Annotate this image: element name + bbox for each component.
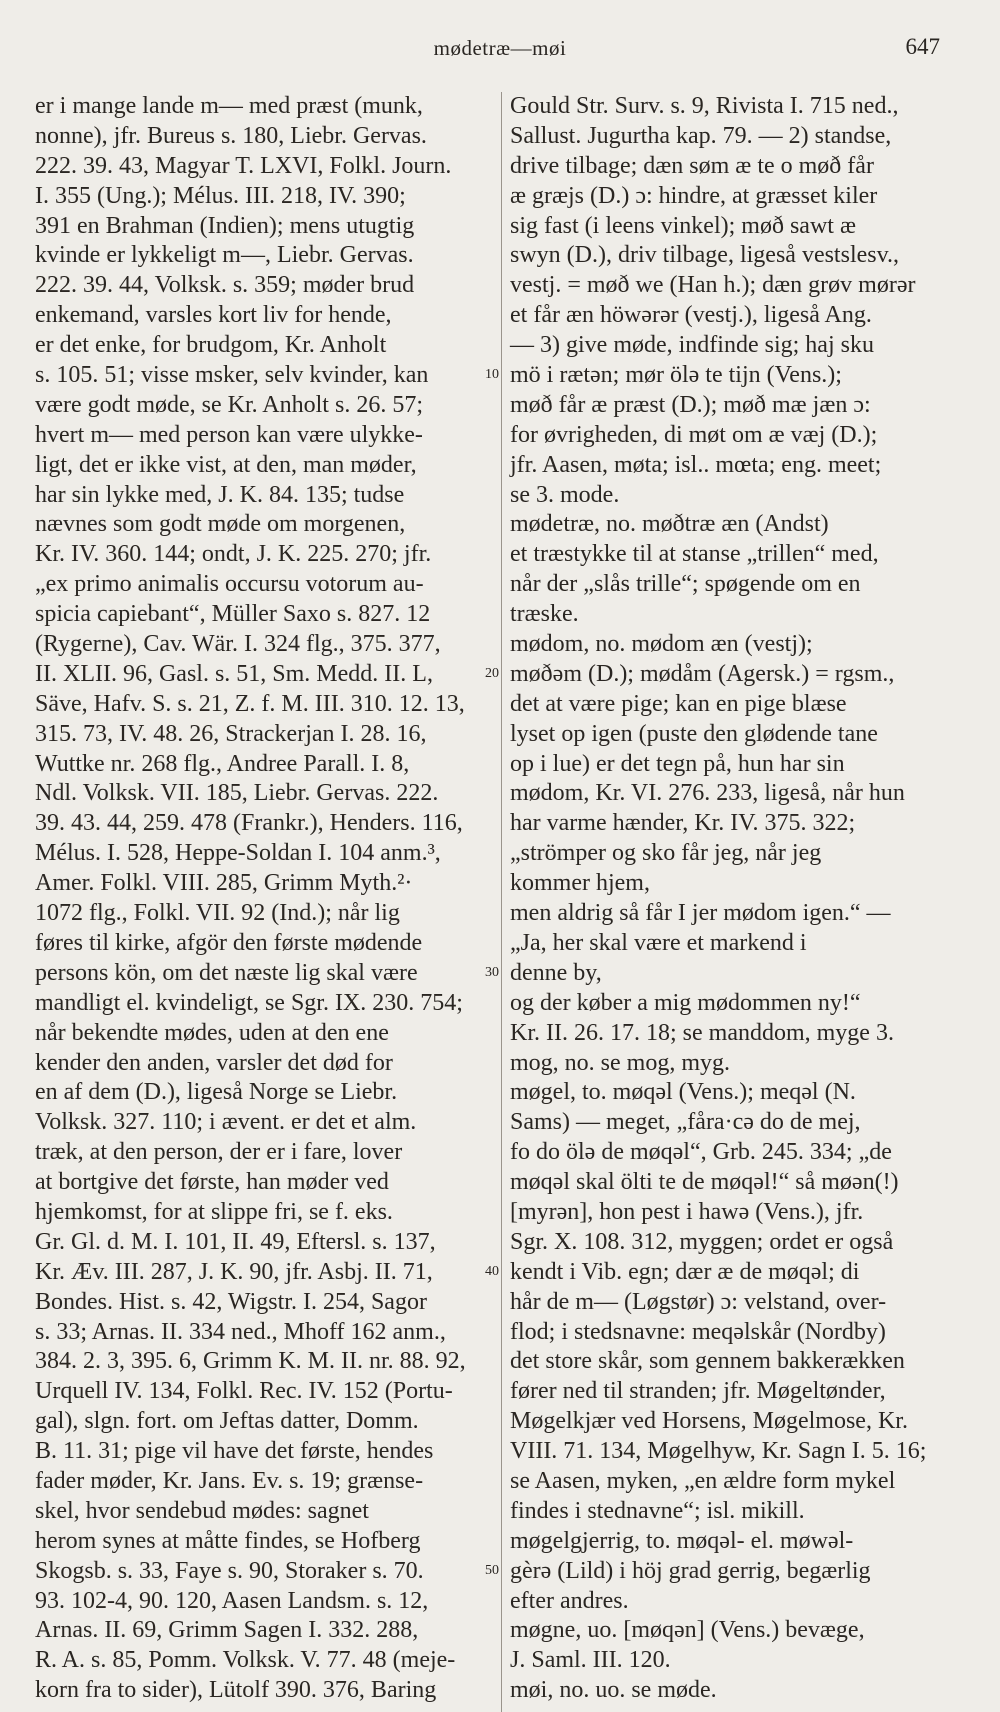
text-line: et får æn höwərər (vestj.), ligeså Ang. — [510, 302, 872, 329]
text-line: 315. 73, IV. 48. 26, Strackerjan I. 28. 16, — [35, 720, 427, 747]
text-line: Sallust. Jugurtha kap. 79. — 2) standse, — [510, 122, 892, 149]
text-line: 39. 43. 44, 259. 478 (Frankr.), Henders. 116, — [35, 810, 463, 837]
text-line: Kr. II. 26. 17. 18; se manddom, myge 3. — [510, 1019, 894, 1046]
text-line: hår de m— (Løgstør) ɔ: velstand, over- — [510, 1288, 887, 1315]
text-line: ligt, det er ikke vist, at den, man møder, — [35, 451, 417, 478]
text-line: møgel, to. møqəl (Vens.); meqəl (N. — [510, 1079, 856, 1106]
text-line: Bondes. Hist. s. 42, Wigstr. I. 254, Sagor — [35, 1288, 427, 1315]
text-line: vestj. = møð we (Han h.); dæn grøv mørər — [510, 272, 916, 299]
text-line: et træstykke til at stanse „trillen“ med, — [510, 541, 879, 568]
text-line: 222. 39. 44, Volksk. s. 359; møder brud — [35, 272, 415, 299]
text-line: 222. 39. 43, Magyar T. LXVI, Folkl. Journ. — [35, 152, 452, 179]
line-number: 40 — [485, 1264, 499, 1280]
text-line: I. 355 (Ung.); Mélus. III. 218, IV. 390; — [35, 182, 406, 209]
text-line: 384. 2. 3, 395. 6, Grimm K. M. II. nr. 88. 92, — [35, 1348, 466, 1375]
text-line: jfr. Aasen, møta; isl.. mœta; eng. meet; — [510, 451, 882, 478]
text-line: møðəm (D.); mødåm (Agersk.) = rgsm., — [510, 660, 895, 687]
text-line: fader møder, Kr. Jans. Ev. s. 19; grænse- — [35, 1467, 424, 1494]
text-line: æ græjs (D.) ɔ: hindre, at græsset kiler — [510, 182, 878, 209]
text-line: mødetræ, no. møðtræ æn (Andst) — [510, 511, 829, 538]
text-line: føres til kirke, afgör den første mødende — [35, 929, 423, 956]
text-line: se 3. mode. — [510, 481, 620, 508]
text-line: mog, no. se mog, myg. — [510, 1049, 730, 1076]
line-number: 30 — [485, 965, 499, 981]
text-line: op i lue) er det tegn på, hun har sin — [510, 750, 845, 777]
text-line: drive tilbage; dæn søm æ te o møð får — [510, 152, 874, 179]
text-line: hvert m— med person kan være ulykke- — [35, 421, 423, 448]
page-header-title: mødetræ—møi — [433, 36, 567, 60]
text-line: træk, at den person, der er i fare, lover — [35, 1139, 403, 1166]
text-line: Sgr. X. 108. 312, myggen; ordet er også — [510, 1228, 894, 1255]
text-line: at bortgive det første, han møder ved — [35, 1169, 389, 1196]
text-line: har sin lykke med, J. K. 84. 135; tudse — [35, 481, 405, 508]
text-line: denne by, — [510, 959, 602, 986]
text-line: efter andres. — [510, 1587, 629, 1614]
text-line: Skogsb. s. 33, Faye s. 90, Storaker s. 70. — [35, 1557, 424, 1584]
text-line: se Aasen, myken, „en ældre form mykel — [510, 1467, 896, 1494]
text-line: enkemand, varsles kort liv for hende, — [35, 302, 392, 329]
text-line: fører ned til stranden; jfr. Møgeltønder, — [510, 1378, 886, 1405]
text-line: sig fast (i leens vinkel); møð sawt æ — [510, 212, 856, 239]
text-line: „ex primo animalis occursu votorum au- — [35, 571, 424, 598]
text-line: s. 105. 51; visse msker, selv kvinder, kan — [35, 362, 429, 389]
text-line: møð får æ præst (D.); møð mæ jæn ɔ: — [510, 391, 871, 418]
text-line: 93. 102-4, 90. 120, Aasen Landsm. s. 12, — [35, 1587, 429, 1614]
text-line: være godt møde, se Kr. Anholt s. 26. 57; — [35, 391, 423, 418]
text-line: møqəl skal ölti te de møqəl!“ så møən(!) — [510, 1169, 899, 1196]
text-line: kendt i Vib. egn; dær æ de møqəl; di — [510, 1258, 860, 1285]
text-line: kommer hjem, — [510, 870, 650, 897]
line-number: 20 — [485, 666, 499, 682]
text-line: når bekendte mødes, uden at den ene — [35, 1019, 389, 1046]
left-column — [35, 92, 485, 1706]
text-line: Kr. Æv. III. 287, J. K. 90, jfr. Asbj. II. 71, — [35, 1258, 433, 1285]
text-line: når der „slås trille“; spøgende om en — [510, 571, 861, 598]
text-line: Urquell IV. 134, Folkl. Rec. IV. 152 (Portu- — [35, 1378, 453, 1405]
text-line: flod; i stedsnavne: meqəlskår (Nordby) — [510, 1318, 886, 1345]
text-line: gal), slgn. fort. om Jeftas datter, Domm. — [35, 1408, 419, 1435]
text-line: men aldrig så får I jer mødom igen.“ — — [510, 900, 891, 927]
column-divider — [501, 92, 502, 1712]
text-line: 1072 flg., Folkl. VII. 92 (Ind.); når lig — [35, 900, 400, 927]
text-line: gèrə (Lild) i höj grad gerrig, begærlig — [510, 1557, 871, 1584]
text-line: Gr. Gl. d. M. I. 101, II. 49, Eftersl. s. 137, — [35, 1228, 436, 1255]
text-line: møgne, uo. [møqən] (Vens.) bevæge, — [510, 1617, 865, 1644]
text-line: korn fra to sider), Lütolf 390. 376, Baring — [35, 1677, 437, 1704]
text-line: møgelgjerrig, to. møqəl- el. møwəl- — [510, 1527, 854, 1554]
text-line: (Rygerne), Cav. Wär. I. 324 flg., 375. 377, — [35, 631, 441, 658]
text-line: skel, hvor sendebud mødes: sagnet — [35, 1497, 369, 1524]
text-line: findes i stednavne“; isl. mikill. — [510, 1497, 805, 1524]
right-column — [510, 92, 950, 1706]
text-line: J. Saml. III. 120. — [510, 1647, 671, 1674]
text-line: er det enke, for brudgom, Kr. Anholt — [35, 332, 387, 359]
text-line: træske. — [510, 601, 579, 628]
text-line: Kr. IV. 360. 144; ondt, J. K. 225. 270; jfr. — [35, 541, 432, 568]
text-line: II. XLII. 96, Gasl. s. 51, Sm. Medd. II. L, — [35, 660, 433, 687]
text-line: mö i rætən; mør ölə te tijn (Vens.); — [510, 362, 842, 389]
text-line: mødom, Kr. VI. 276. 233, ligeså, når hun — [510, 780, 905, 807]
text-line: „Ja, her skal være et markend i — [510, 929, 807, 956]
text-line: møi, no. uo. se møde. — [510, 1677, 717, 1704]
text-line: nævnes som godt møde om morgenen, — [35, 511, 406, 538]
text-line: herom synes at måtte findes, se Hofberg — [35, 1527, 421, 1554]
text-line: Mélus. I. 528, Heppe-Soldan I. 104 anm.³, — [35, 840, 441, 867]
text-line: kender den anden, varsler det død for — [35, 1049, 393, 1076]
text-line: swyn (D.), driv tilbage, ligeså vestslesv., — [510, 242, 900, 269]
text-line: Wuttke nr. 268 flg., Andree Parall. I. 8, — [35, 750, 410, 777]
text-line: lyset op igen (puste den glødende tane — [510, 720, 878, 747]
text-line: og der køber a mig mødommen ny!“ — [510, 989, 861, 1016]
text-line: for øvrigheden, di møt om æ væj (D.); — [510, 421, 878, 448]
text-line: Ndl. Volksk. VII. 185, Liebr. Gervas. 222. — [35, 780, 439, 807]
text-line: kvinde er lykkeligt m—, Liebr. Gervas. — [35, 242, 414, 269]
text-line: Amer. Folkl. VIII. 285, Grimm Myth.²· — [35, 870, 413, 897]
text-line: VIII. 71. 134, Møgelhyw, Kr. Sagn I. 5. 16; — [510, 1438, 927, 1465]
text-line: persons kön, om det næste lig skal være — [35, 959, 418, 986]
text-line: R. A. s. 85, Pomm. Volksk. V. 77. 48 (meje- — [35, 1647, 456, 1674]
line-number: 50 — [485, 1563, 499, 1579]
text-line: det at være pige; kan en pige blæse — [510, 690, 847, 717]
text-line: Volksk. 327. 110; i ævent. er det et alm. — [35, 1109, 417, 1136]
line-number: 10 — [485, 367, 499, 383]
text-line: er i mange lande m— med præst (munk, — [35, 93, 423, 119]
text-line: Sams) — meget, „fåra·cə do de mej, — [510, 1109, 861, 1136]
text-line: [myrən], hon pest i hawə (Vens.), jfr. — [510, 1198, 864, 1225]
text-line: „strömper og sko får jeg, når jeg — [510, 840, 822, 867]
text-line: Gould Str. Surv. s. 9, Rivista I. 715 ned., — [510, 93, 899, 119]
text-line: det store skår, som gennem bakkerækken — [510, 1348, 905, 1375]
text-line: har varme hænder, Kr. IV. 375. 322; — [510, 810, 856, 837]
text-line: — 3) give møde, indfinde sig; haj sku — [510, 332, 874, 359]
text-line: hjemkomst, for at slippe fri, se f. eks. — [35, 1198, 393, 1225]
text-line: fo do ölə de møqəl“, Grb. 245. 334; „de — [510, 1139, 892, 1166]
text-line: mødom, no. mødom æn (vestj); — [510, 631, 813, 658]
text-line: spicia capiebant“, Müller Saxo s. 827. 12 — [35, 601, 431, 628]
text-line: 391 en Brahman (Indien); mens utugtig — [35, 212, 415, 239]
text-line: B. 11. 31; pige vil have det første, hendes — [35, 1438, 434, 1465]
text-line: s. 33; Arnas. II. 334 ned., Mhoff 162 anm., — [35, 1318, 446, 1345]
text-line: nonne), jfr. Bureus s. 180, Liebr. Gervas. — [35, 122, 427, 149]
text-line: Møgelkjær ved Horsens, Møgelmose, Kr. — [510, 1408, 908, 1435]
text-line: en af dem (D.), ligeså Norge se Liebr. — [35, 1079, 398, 1106]
page-number: 647 — [905, 34, 940, 59]
text-line: Säve, Hafv. S. s. 21, Z. f. M. III. 310. 12. 13, — [35, 690, 465, 717]
text-line: Arnas. II. 69, Grimm Sagen I. 332. 288, — [35, 1617, 419, 1644]
text-line: mandligt el. kvindeligt, se Sgr. IX. 230. 754; — [35, 989, 463, 1016]
